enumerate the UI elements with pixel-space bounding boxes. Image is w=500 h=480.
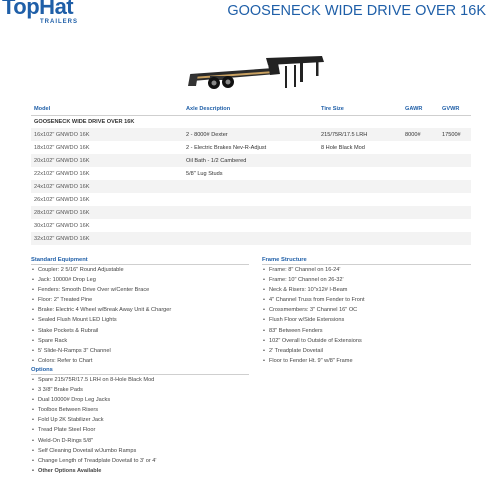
cell-model: 22x102" GNWDO 16K	[34, 170, 90, 177]
cell-tire: 8 Hole Black Mod	[321, 144, 365, 151]
header-gawr: GAWR	[402, 103, 439, 115]
list-item: • Dual 10000# Drop Leg Jacks	[31, 395, 249, 405]
list-item: • Change Length of Treadplate Dovetail to 3' or 4'	[31, 456, 249, 466]
trailer-image	[188, 52, 328, 94]
cell-model: 30x102" GNWDO 16K	[34, 222, 90, 229]
options-section	[31, 366, 249, 476]
cell-model: 26x102" GNWDO 16K	[34, 196, 90, 203]
cell-gawr	[402, 167, 439, 180]
table-row	[31, 180, 471, 193]
cell-axle	[183, 206, 318, 219]
list-item: • 83" Between Fenders	[262, 326, 471, 336]
header-model: Model	[31, 103, 183, 115]
list-item: • 102" Overall to Outside of Extensions	[262, 336, 471, 346]
cell-gawr: 8000#	[402, 128, 439, 141]
list-item: • 5' Slide-N-Ramps 3" Channel	[31, 346, 249, 356]
options-list	[31, 375, 249, 476]
table-section-row	[31, 115, 471, 128]
list-item: • 4" Channel Truss from Fender to Front	[262, 295, 471, 305]
cell-gvwr	[439, 219, 471, 232]
list-item: • 2' Treadplate Dovetail	[262, 346, 471, 356]
cell-gawr	[402, 206, 439, 219]
standard-equipment-heading: Standard Equipment	[31, 256, 249, 265]
list-item: • Fold Up 2K Stabilizer Jack	[31, 415, 249, 425]
list-item: • Floor: 2" Treated Pine	[31, 295, 249, 305]
list-item: • Tread Plate Steel Floor	[31, 425, 249, 435]
cell-gawr	[402, 141, 439, 154]
list-item: • Toolbox Between Risers	[31, 405, 249, 415]
list-item: • Brake: Electric 4 Wheel w/Break Away Unit & Charger	[31, 305, 249, 315]
table-row	[31, 154, 471, 167]
cell-gvwr	[439, 154, 471, 167]
table-row	[31, 193, 471, 206]
list-item: • Weld-On D-Rings 5/8"	[31, 436, 249, 446]
cell-gawr	[402, 154, 439, 167]
list-item: • Frame: 8" Channel on 16-24'	[262, 265, 471, 275]
table-row	[31, 232, 471, 245]
list-item: • Stake Pockets & Rubrail	[31, 326, 249, 336]
cell-gvwr	[439, 180, 471, 193]
frame-structure-heading: Frame Structure	[262, 256, 471, 265]
list-item: • Other Options Available	[31, 466, 249, 476]
list-item: • Neck & Risers: 10"x12# I-Beam	[262, 285, 471, 295]
list-item: • Colors: Refer to Chart	[31, 356, 249, 366]
header-gvwr: GVWR	[439, 103, 471, 115]
table-row	[31, 167, 471, 180]
list-item: • Fenders: Smooth Drive Over w/Center Brace	[31, 285, 249, 295]
cell-axle: 5/8" Lug Studs	[186, 170, 223, 177]
section-label: GOOSENECK WIDE DRIVE OVER 16K	[34, 118, 135, 125]
cell-tire	[318, 219, 402, 232]
cell-tire: 215/75R/17.5 LRH	[318, 128, 402, 141]
logo-subtext: TRAILERS	[40, 19, 78, 25]
list-item: • Self Cleaning Dovetail w/Jumbo Ramps	[31, 446, 249, 456]
list-item: • Sealed Flush Mount LED Lights	[31, 315, 249, 325]
cell-model: 32x102" GNWDO 16K	[31, 232, 183, 245]
list-item: • Frame: 10" Channel on 26-32'	[262, 275, 471, 285]
cell-axle	[183, 180, 318, 193]
cell-tire	[318, 193, 402, 206]
table-row	[31, 141, 471, 154]
cell-gvwr	[439, 167, 471, 180]
model-spec-table	[31, 103, 471, 245]
brand-logo	[0, 0, 90, 30]
cell-axle	[183, 219, 318, 232]
cell-gawr	[402, 193, 439, 206]
standard-equipment-section	[31, 256, 249, 366]
cell-tire	[318, 167, 402, 180]
cell-tire	[318, 206, 402, 219]
cell-gawr	[402, 219, 439, 232]
table-header-row	[31, 103, 471, 115]
list-item: • Floor to Fender Ht. 9" w/8" Frame	[262, 356, 471, 366]
standard-equipment-list	[31, 265, 249, 366]
cell-model: 16x102" GNWDO 16K	[31, 128, 183, 141]
list-item: • Spare Rack	[31, 336, 249, 346]
table-row	[31, 219, 471, 232]
frame-structure-list	[262, 265, 471, 366]
cell-gawr	[402, 180, 439, 193]
cell-tire	[318, 180, 402, 193]
header-tire: Tire Size	[318, 103, 402, 115]
cell-tire	[318, 232, 402, 245]
cell-axle: 2 - Electric Brakes Nev-R-Adjust	[186, 144, 267, 151]
list-item: • Flush Floor w/Side Extensions	[262, 315, 471, 325]
header-axle: Axle Description	[183, 103, 318, 115]
cell-model: 24x102" GNWDO 16K	[31, 180, 183, 193]
cell-model: 20x102" GNWDO 16K	[31, 154, 183, 167]
logo-wordmark: TopHat	[2, 0, 74, 19]
cell-gawr	[402, 232, 439, 245]
cell-tire	[318, 154, 402, 167]
cell-model: 28x102" GNWDO 16K	[31, 206, 183, 219]
list-item: • Coupler: 2 5/16" Round Adjustable	[31, 265, 249, 275]
options-heading: Options	[31, 366, 249, 375]
cell-gvwr	[439, 141, 471, 154]
list-item: • Spare 215/75R/17.5 LRH on 8-Hole Black Mod	[31, 375, 249, 385]
table-row	[31, 206, 471, 219]
cell-model: 18x102" GNWDO 16K	[34, 144, 90, 151]
cell-axle	[183, 232, 318, 245]
cell-axle	[183, 193, 318, 206]
cell-gvwr	[439, 206, 471, 219]
table-row	[31, 128, 471, 141]
list-item: • Crossmembers: 3" Channel 16" OC	[262, 305, 471, 315]
cell-gvwr	[439, 232, 471, 245]
cell-axle: 2 - 8000# Dexter	[183, 128, 318, 141]
page-title: GOOSENECK WIDE DRIVE OVER 16K	[227, 3, 486, 19]
list-item: • 3 3/8" Brake Pads	[31, 385, 249, 395]
list-item: • Jack: 10000# Drop Leg	[31, 275, 249, 285]
cell-axle: Oil Bath - 1/2 Cambered	[183, 154, 318, 167]
cell-gvwr	[439, 193, 471, 206]
cell-gvwr: 17500#	[439, 128, 471, 141]
frame-structure-section	[262, 256, 471, 366]
